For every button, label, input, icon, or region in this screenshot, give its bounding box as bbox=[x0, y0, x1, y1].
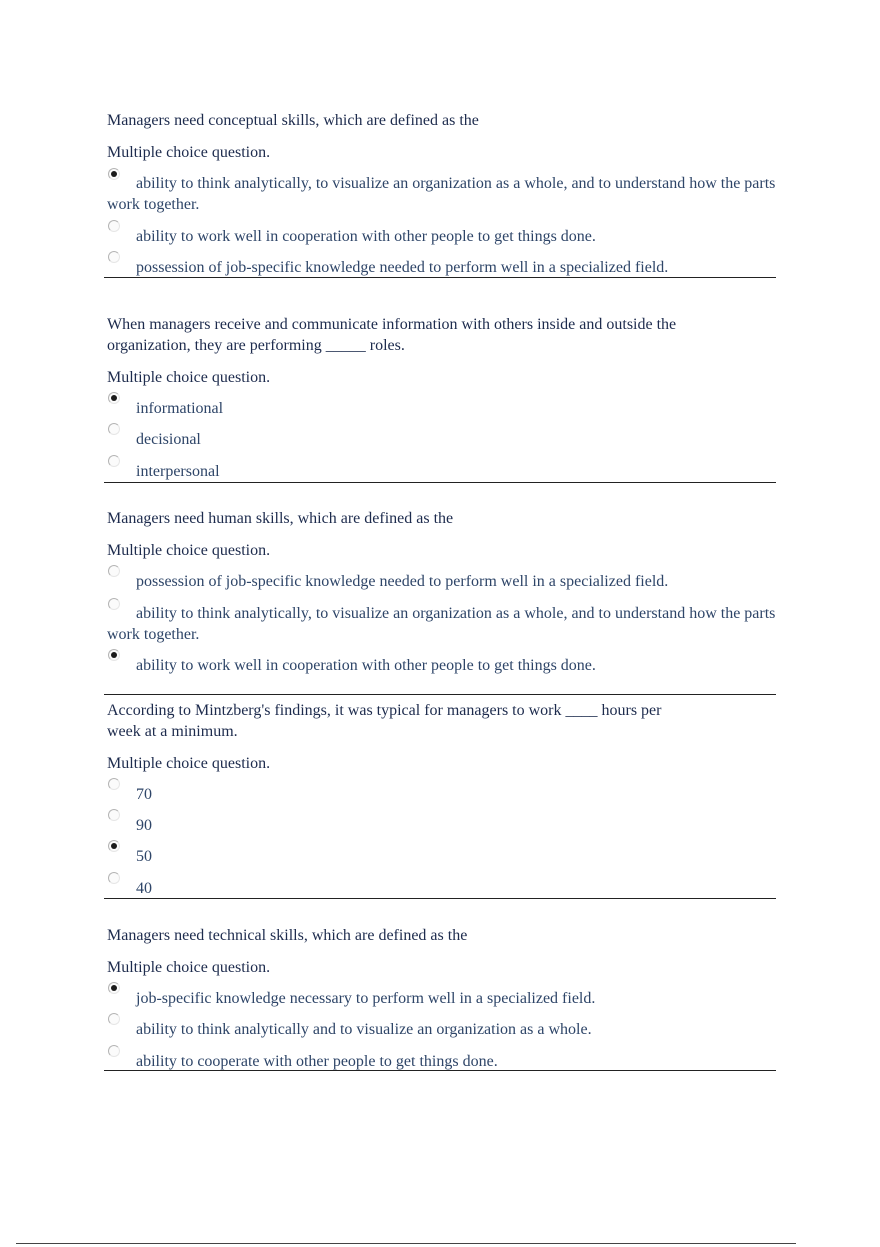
radio-button[interactable] bbox=[108, 872, 120, 884]
question-4 bbox=[104, 700, 776, 899]
question-divider bbox=[104, 1070, 776, 1071]
radio-button[interactable] bbox=[108, 982, 120, 994]
question-5 bbox=[104, 925, 776, 1072]
answer-option[interactable] bbox=[104, 459, 776, 482]
question-type-label: Multiple choice question. bbox=[107, 755, 271, 772]
answer-option-text: 70 bbox=[136, 786, 152, 803]
answer-option[interactable] bbox=[104, 844, 776, 867]
answer-option[interactable] bbox=[104, 1049, 776, 1072]
answer-option[interactable] bbox=[104, 986, 776, 1009]
question-2 bbox=[104, 314, 776, 482]
radio-button[interactable] bbox=[108, 778, 120, 790]
answer-option[interactable] bbox=[104, 876, 776, 899]
page-footer-divider bbox=[16, 1243, 796, 1244]
question-prompt: Managers need conceptual skills, which are defined as the bbox=[107, 112, 479, 129]
radio-button[interactable] bbox=[108, 455, 120, 467]
answer-option[interactable] bbox=[104, 569, 776, 592]
question-type-label: Multiple choice question. bbox=[107, 542, 271, 559]
answer-option-text: interpersonal bbox=[136, 463, 220, 480]
answer-option-text: informational bbox=[136, 400, 224, 417]
answer-option[interactable] bbox=[104, 602, 776, 645]
answer-option-text: ability to work well in cooperation with other people to get things done. bbox=[136, 657, 596, 674]
answer-option-text: 40 bbox=[136, 880, 152, 897]
radio-button[interactable] bbox=[108, 565, 120, 577]
radio-button[interactable] bbox=[108, 840, 120, 852]
question-prompt: Managers need human skills, which are defined as the bbox=[107, 510, 454, 527]
answer-option[interactable] bbox=[104, 172, 776, 215]
question-divider bbox=[104, 694, 776, 695]
question-divider bbox=[104, 898, 776, 899]
answer-option[interactable] bbox=[104, 653, 776, 676]
radio-button[interactable] bbox=[108, 809, 120, 821]
question-3 bbox=[104, 508, 776, 676]
question-type-label: Multiple choice question. bbox=[107, 959, 271, 976]
answer-option[interactable] bbox=[104, 427, 776, 450]
answer-option-text: job-specific knowledge necessary to perform well in a specialized field. bbox=[136, 990, 596, 1007]
answer-option-text: ability to cooperate with other people to get things done. bbox=[136, 1053, 498, 1070]
radio-button[interactable] bbox=[108, 1045, 120, 1057]
answer-option-text: ability to think analytically, to visualize an organization as a whole, and to understand how the parts work together. bbox=[107, 605, 776, 643]
question-divider bbox=[104, 482, 776, 483]
answer-option-text: possession of job-specific knowledge needed to perform well in a specialized field. bbox=[136, 573, 669, 590]
question-type-label: Multiple choice question. bbox=[107, 144, 271, 161]
radio-button[interactable] bbox=[108, 220, 120, 232]
answer-option-text: ability to think analytically, to visualize an organization as a whole, and to understand how the parts work together. bbox=[107, 175, 776, 213]
answer-option[interactable] bbox=[104, 396, 776, 419]
answer-option[interactable] bbox=[104, 782, 776, 805]
question-divider bbox=[104, 277, 776, 278]
radio-button[interactable] bbox=[108, 392, 120, 404]
answer-option-text: 50 bbox=[136, 848, 152, 865]
radio-button[interactable] bbox=[108, 168, 120, 180]
radio-button[interactable] bbox=[108, 423, 120, 435]
answer-option-text: possession of job-specific knowledge needed to perform well in a specialized field. bbox=[136, 259, 669, 276]
radio-button[interactable] bbox=[108, 251, 120, 263]
answer-option-text: ability to think analytically and to visualize an organization as a whole. bbox=[136, 1021, 592, 1038]
answer-option[interactable] bbox=[104, 224, 776, 247]
answer-option-text: decisional bbox=[136, 431, 201, 448]
radio-button[interactable] bbox=[108, 1013, 120, 1025]
radio-button[interactable] bbox=[108, 598, 120, 610]
question-prompt: When managers receive and communicate information with others inside and outside the organization, they are performing _____ roles. bbox=[107, 316, 677, 354]
answer-option[interactable] bbox=[104, 1017, 776, 1040]
question-type-label: Multiple choice question. bbox=[107, 369, 271, 386]
question-prompt: According to Mintzberg's findings, it was typical for managers to work ____ hours per week at a minimum. bbox=[107, 702, 662, 740]
answer-option[interactable] bbox=[104, 255, 776, 278]
answer-option-text: ability to work well in cooperation with other people to get things done. bbox=[136, 228, 596, 245]
radio-button[interactable] bbox=[108, 649, 120, 661]
question-prompt: Managers need technical skills, which are defined as the bbox=[107, 927, 468, 944]
question-1 bbox=[104, 110, 776, 278]
answer-option-text: 90 bbox=[136, 817, 152, 834]
answer-option[interactable] bbox=[104, 813, 776, 836]
